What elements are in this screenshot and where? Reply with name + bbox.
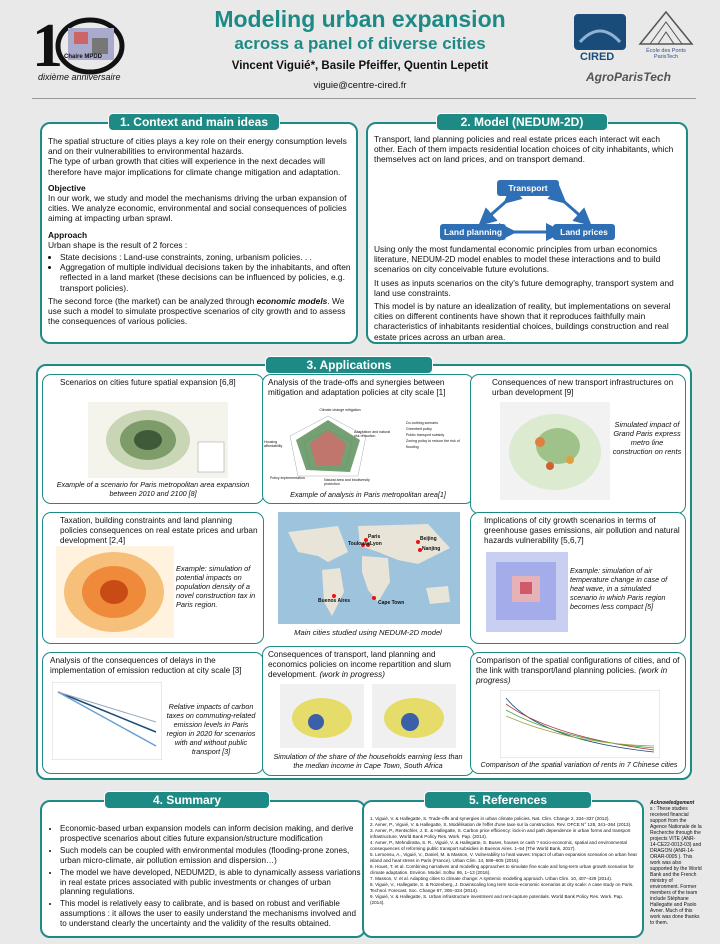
- radar-axis-5: Housing affordability: [264, 440, 283, 448]
- objective-text: In our work, we study and model the mechanisms driving the urban expansion of cities. We analyze economic, environmental and social consequences of policies aiming at impacting urban sprawl.: [48, 193, 347, 224]
- summary-item: • This model is relatively easy to calibrate, and is based on robust and verifiable assumptions : it allows the user to easily understand the mechanisms involved and to understand clearly the uncertainty and the validity of the results obtained.: [60, 899, 362, 929]
- chaire-logo: [30, 10, 150, 90]
- radar-axis-1: Climate change mitigation: [319, 408, 361, 412]
- model-intro: Transport, land planning policies and real estate prices each interact wit each other. Each of them impacts residential location choices of city inhabitants, which themselves act on land prices, and on transport demand.: [374, 134, 674, 165]
- ack-text: s : These studies received financial support from the Agence Nationale de la Recherche through the projects VITE (ANR-14-CE22-0013-03) and DRAGON (ANR-14-ORAR-0005 ). This work was also supported by the World Bank and the French ministry of environment. Former members of the team include Stéphane Hallegatte and Paolo Avner. Much of this work was done thanks to them.: [650, 806, 702, 926]
- app3-caption: Simulated impact of Grand Paris express metro line construction on rents: [612, 420, 682, 456]
- node-land-prices: Land prices: [553, 224, 615, 240]
- summary-item: • Such models can be coupled with environmental modules (flooding-prone zones, urban micro-climate, air pollution emission and dispersion…): [60, 846, 362, 866]
- context-p1: The spatial structure of cities plays a key role on their energy consumption levels and on their vulnerabilities to environmental hazards.: [48, 136, 347, 157]
- app7-caption: Simulation of the share of the households earning less than the median income in Cape Town, South Africa: [273, 752, 463, 770]
- authors: Vincent Viguié*, Basile Pfeiffer, Quentin Lepetit: [231, 60, 489, 72]
- summary-list: [46, 824, 362, 929]
- app6-caption: Relative impacts of carbon taxes on commuting-related emission levels in Paris region in 2020 for scenarios with and without public transport [3]: [166, 702, 256, 756]
- population-density-map: [56, 546, 174, 638]
- heatwave-map: [486, 552, 568, 632]
- city-buenos-aires: Buenos Aires: [318, 598, 351, 604]
- rent-variation-chart: [500, 690, 660, 758]
- radar-legend: Do-nothing scenario Greenbelt policy Public transport subsidy Zoning policy to reduce the risk of flooding: [406, 421, 460, 449]
- enpc-logo: [636, 10, 696, 66]
- email: viguie@centre-cired.fr: [313, 80, 407, 91]
- city-lyon: Lyon: [370, 541, 382, 547]
- ack-title: Acknowledgement: [650, 800, 695, 806]
- reference-item: 5. Lemonsu, A., Viguié, V., Daniel, M. & Masson, V. Vulnerability to heat waves: Impact of urban expansion scenarios on urban heat island and heat stress in Paris (France). Urban Clim. 14, 586–605 (2015).: [370, 852, 637, 863]
- app3-title: Consequences of new transport infrastructures on urban development [9]: [492, 378, 674, 397]
- chaire-text: Chaire MPDD: [64, 54, 103, 60]
- summary-title: 4. Summary: [104, 791, 270, 809]
- approach-bullet-1: • State decisions : Land-use constraints, zoning, urbanism policies. . .: [60, 252, 354, 262]
- model-p3: It uses as inputs scenarios on the city's future demography, transport system and land use constraints.: [374, 277, 674, 298]
- approach-text: Urban shape is the result of 2 forces :: [48, 239, 188, 250]
- model-title: 2. Model (NEDUM-2D): [436, 113, 608, 131]
- anniversary-text: dixième anniversaire: [38, 72, 121, 82]
- app6-title: Analysis of the consequences of delays in the implementation of emission reduction at city scale [3]: [50, 656, 242, 675]
- poster-title: Modeling urban expansion: [214, 6, 506, 32]
- reference-item: 1. Viguié, V. & Hallegatte, S. Trade-offs and synergies in urban climate policies. Nat. Clim. Change 2, 334–337 (2012).: [370, 816, 610, 821]
- cired-text: CIRED: [580, 51, 615, 63]
- reference-item: 9. Viguié, V. & Hallegatte, S. Urban infrastructure investment and rent-capture potentials. World Bank Policy Res. Work. Pap. (2014).: [370, 894, 624, 905]
- radar-axis-4: Policy implementation: [270, 476, 305, 480]
- app4-title: Taxation, building constraints and land planning policies consequences on real estate prices and urban development [2,4]: [60, 516, 258, 545]
- city-toulouse: Toulouse: [348, 541, 370, 547]
- approach-conclusion: The second force (the market) can be analyzed through economic models. We use such a model to simulate prospective scenarios of city growth and to assess the consequences of various policies.: [48, 295, 346, 327]
- model-p2: Using only the most fundamental economic principles from urban economics literature, NEDUM-2D model enables to model these interactions and to build scenarios on city conceivable future evolutions.: [374, 244, 661, 275]
- references-title: 5. References: [424, 791, 592, 809]
- world-map-caption: Main cities studied using NEDUM-2D model: [294, 628, 442, 637]
- model-text: [374, 244, 684, 342]
- app5-title: Implications of city growth scenarios in terms of greenhouse gases emissions, air pollution and natural hazards vulnerability [5,6,7]: [484, 516, 680, 545]
- app4-caption: Example: simulation of potential impacts on population density of a novel construction tax in Paris region.: [176, 564, 256, 609]
- city-paris: Paris: [368, 534, 381, 540]
- summary-item: • Economic-based urban expansion models can inform decision making, and derive prospective scenarios about cities future expansion/structure modification: [60, 824, 362, 844]
- reference-item: 7. Masson, V. et al. Adapting cities to climate change: A systemic modelling approach. Urban Clim. 10, 407–429 (2014).: [370, 876, 613, 881]
- world-map: [278, 512, 460, 624]
- grand-paris-map: [500, 402, 610, 500]
- cape-town-maps: [280, 684, 456, 748]
- summary-item: • The model we have developed, NEDUM2D, is able to dynamically assess variations in real estate prices associated with public investments or changes of urban planning regulations.: [60, 868, 362, 898]
- app2-title: Analysis of the trade-offs and synergies between mitigation and adaptation policies at city scale [1]: [268, 378, 446, 397]
- context-p2: The type of urban growth that cities will experience in the next decades will therefore have major implications for climate change mitigation and adaptation.: [48, 156, 341, 177]
- app7-title: Consequences of transport, land planning and economics policies on income repartition and slum development. (work in progress): [268, 650, 451, 679]
- context-title: 1. Context and main ideas: [108, 113, 280, 131]
- acknowledgement: [650, 800, 702, 926]
- radar-axis-2: Adaptation and natural risk reduction: [354, 430, 391, 438]
- paris-expansion-map: [88, 402, 228, 478]
- city-beijing: Beijing: [420, 536, 437, 542]
- city-cape-town: Cape Town: [378, 600, 405, 606]
- reference-item: 2. Avner, P., Viguié, V. & Hallegatte, S. Modélisation de l'effet d'une taxe sur la construction. Rev. OFCE N° 128, 341–364 (2013).: [370, 822, 632, 827]
- svg-text:1: 1: [32, 12, 63, 80]
- cired-logo: [572, 12, 628, 64]
- reference-item: 3. Avner, P., Rentschler, J. E. & Hallegatte, S. Carbon price efficiency: lock-in and path dependence in urban forms and transport infrastructure. World Bank Policy Res. Work. Pap. (2014).: [370, 828, 631, 839]
- app1-title: Scenarios on cities future spatial expansion [6,8]: [60, 378, 236, 387]
- city-nanjing: Nanjing: [422, 546, 441, 552]
- carbon-tax-chart: [52, 682, 162, 760]
- app8-title: Comparison of the spatial configurations of cities, and of the link with transport/land planning policies. (work in progress): [476, 656, 680, 685]
- app8-caption: Comparison of the spatial variation of rents in 7 Chinese cities: [480, 760, 678, 769]
- approach-heading: Approach: [48, 229, 88, 240]
- reference-item: 6. Houet, T. et al. Combining narratives and modelling approaches to simulate fine scale and long-term urban growth scenarios for climate adaptation. Environ. Model. Softw. 86, 1–13 (2016).: [370, 864, 634, 875]
- node-transport: Transport: [497, 180, 559, 196]
- radar-axis-3: Natural area and biodiversity protection: [324, 478, 370, 486]
- enpc-text: École des Ponts ParisTech: [646, 48, 686, 60]
- app2-caption: Example of analysis in Paris metropolitan area[1]: [290, 490, 446, 499]
- node-land-planning: Land planning: [440, 224, 506, 240]
- reference-item: 4. Avner, P., Mehndiratta, S. R., Viguié, V. & Hallegatte, S. Buses, houses or cash ? socio-economic, spatial and environmental consequences of reforming public transport subsidies in Buenos Aires. 1–54 (The World Bank, 2017).: [370, 840, 627, 851]
- app5-caption: Example: simulation of air temperature change in case of heat wave, in a simulated scenario in which Paris region becomes less compact [5]: [570, 566, 668, 611]
- reference-item: 8. Viguié, V., Hallegatte, S. & Rozenberg, J. Downscaling long term socio-economic scenarios at city scale: A case study on Paris. Technol. Forecast. Soc. Change 87, 305–324 (2014).: [370, 882, 634, 893]
- model-p4: This model is by nature an idealization of reality, but implementations on several cities on different continents have shown that it reproduces faithfully main characteristics of inhabitants residential choices, buildings construction and real estate prices across an urban area.: [374, 301, 671, 342]
- references-list: [370, 816, 638, 906]
- context-text: [48, 136, 354, 326]
- app1-caption: Example of a scenario for Paris metropolitan area expansion between 2010 and 2100 [8]: [56, 480, 250, 498]
- applications-title: 3. Applications: [265, 356, 433, 374]
- agroparistech-logo: AgroParisTech: [586, 70, 671, 84]
- objective-heading: Objective: [48, 182, 86, 193]
- approach-bullet-2: • Aggregation of multiple individual decisions taken by the inhabitants, and often reflected in a land market (these decisions can be influenced by policies, e.g. transport policies).: [60, 262, 354, 293]
- header-divider: [32, 98, 696, 99]
- poster-subtitle: across a panel of diverse cities: [234, 34, 486, 53]
